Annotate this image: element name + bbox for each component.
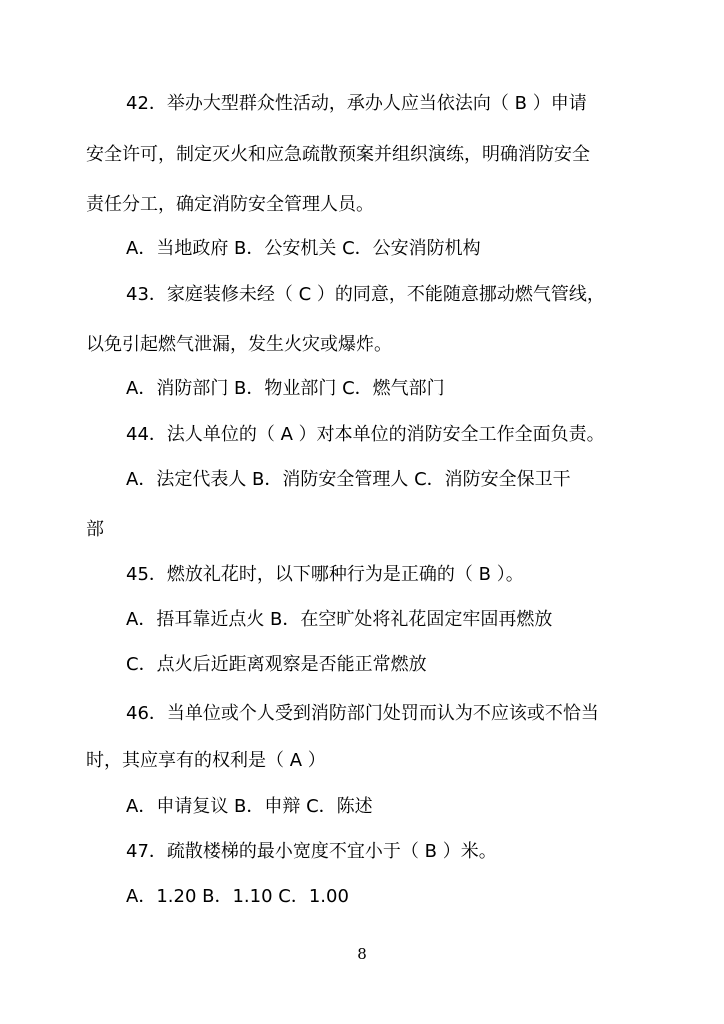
q42-stem-cont: 安全许可，制定灭火和应急疏散预案并组织演练，明确消防安全 — [86, 144, 590, 165]
q42-options: A．当地政府 B．公安机关 C．公安消防机构 — [126, 238, 481, 259]
q44-options-cont: 部 — [86, 519, 104, 540]
q46-stem: 46．当单位或个人受到消防部门处罚而认为不应该或不恰当 — [126, 703, 599, 724]
q46-stem-cont: 时，其应享有的权利是（ A ） — [86, 750, 326, 771]
q47-stem: 47．疏散楼梯的最小宽度不宜小于（ B ）米。 — [126, 841, 497, 862]
q44-options: A．法定代表人 B．消防安全管理人 C．消防安全保卫干 — [126, 469, 571, 490]
q47-options: A．1.20 B．1.10 C．1.00 — [126, 886, 349, 907]
page-number: 8 — [357, 945, 367, 963]
q45-options: A．捂耳靠近点火 B．在空旷处将礼花固定牢固再燃放 — [126, 609, 553, 630]
q42-stem-cont: 责任分工，确定消防安全管理人员。 — [86, 194, 374, 215]
q43-stem: 43．家庭装修未经（ C ）的同意，不能随意挪动燃气管线， — [126, 284, 605, 305]
q45-options: C．点火后近距离观察是否能正常燃放 — [126, 654, 427, 675]
q46-options: A．申请复议 B．申辩 C．陈述 — [126, 796, 373, 817]
q43-stem-cont: 以免引起燃气泄漏，发生火灾或爆炸。 — [86, 334, 392, 355]
q43-options: A．消防部门 B．物业部门 C．燃气部门 — [126, 378, 445, 399]
q45-stem: 45．燃放礼花时，以下哪种行为是正确的（ B ）。 — [126, 564, 524, 585]
q42-stem: 42．举办大型群众性活动，承办人应当依法向（ B ）申请 — [126, 93, 587, 114]
q44-stem: 44．法人单位的（ A ）对本单位的消防安全工作全面负责。 — [126, 424, 605, 445]
